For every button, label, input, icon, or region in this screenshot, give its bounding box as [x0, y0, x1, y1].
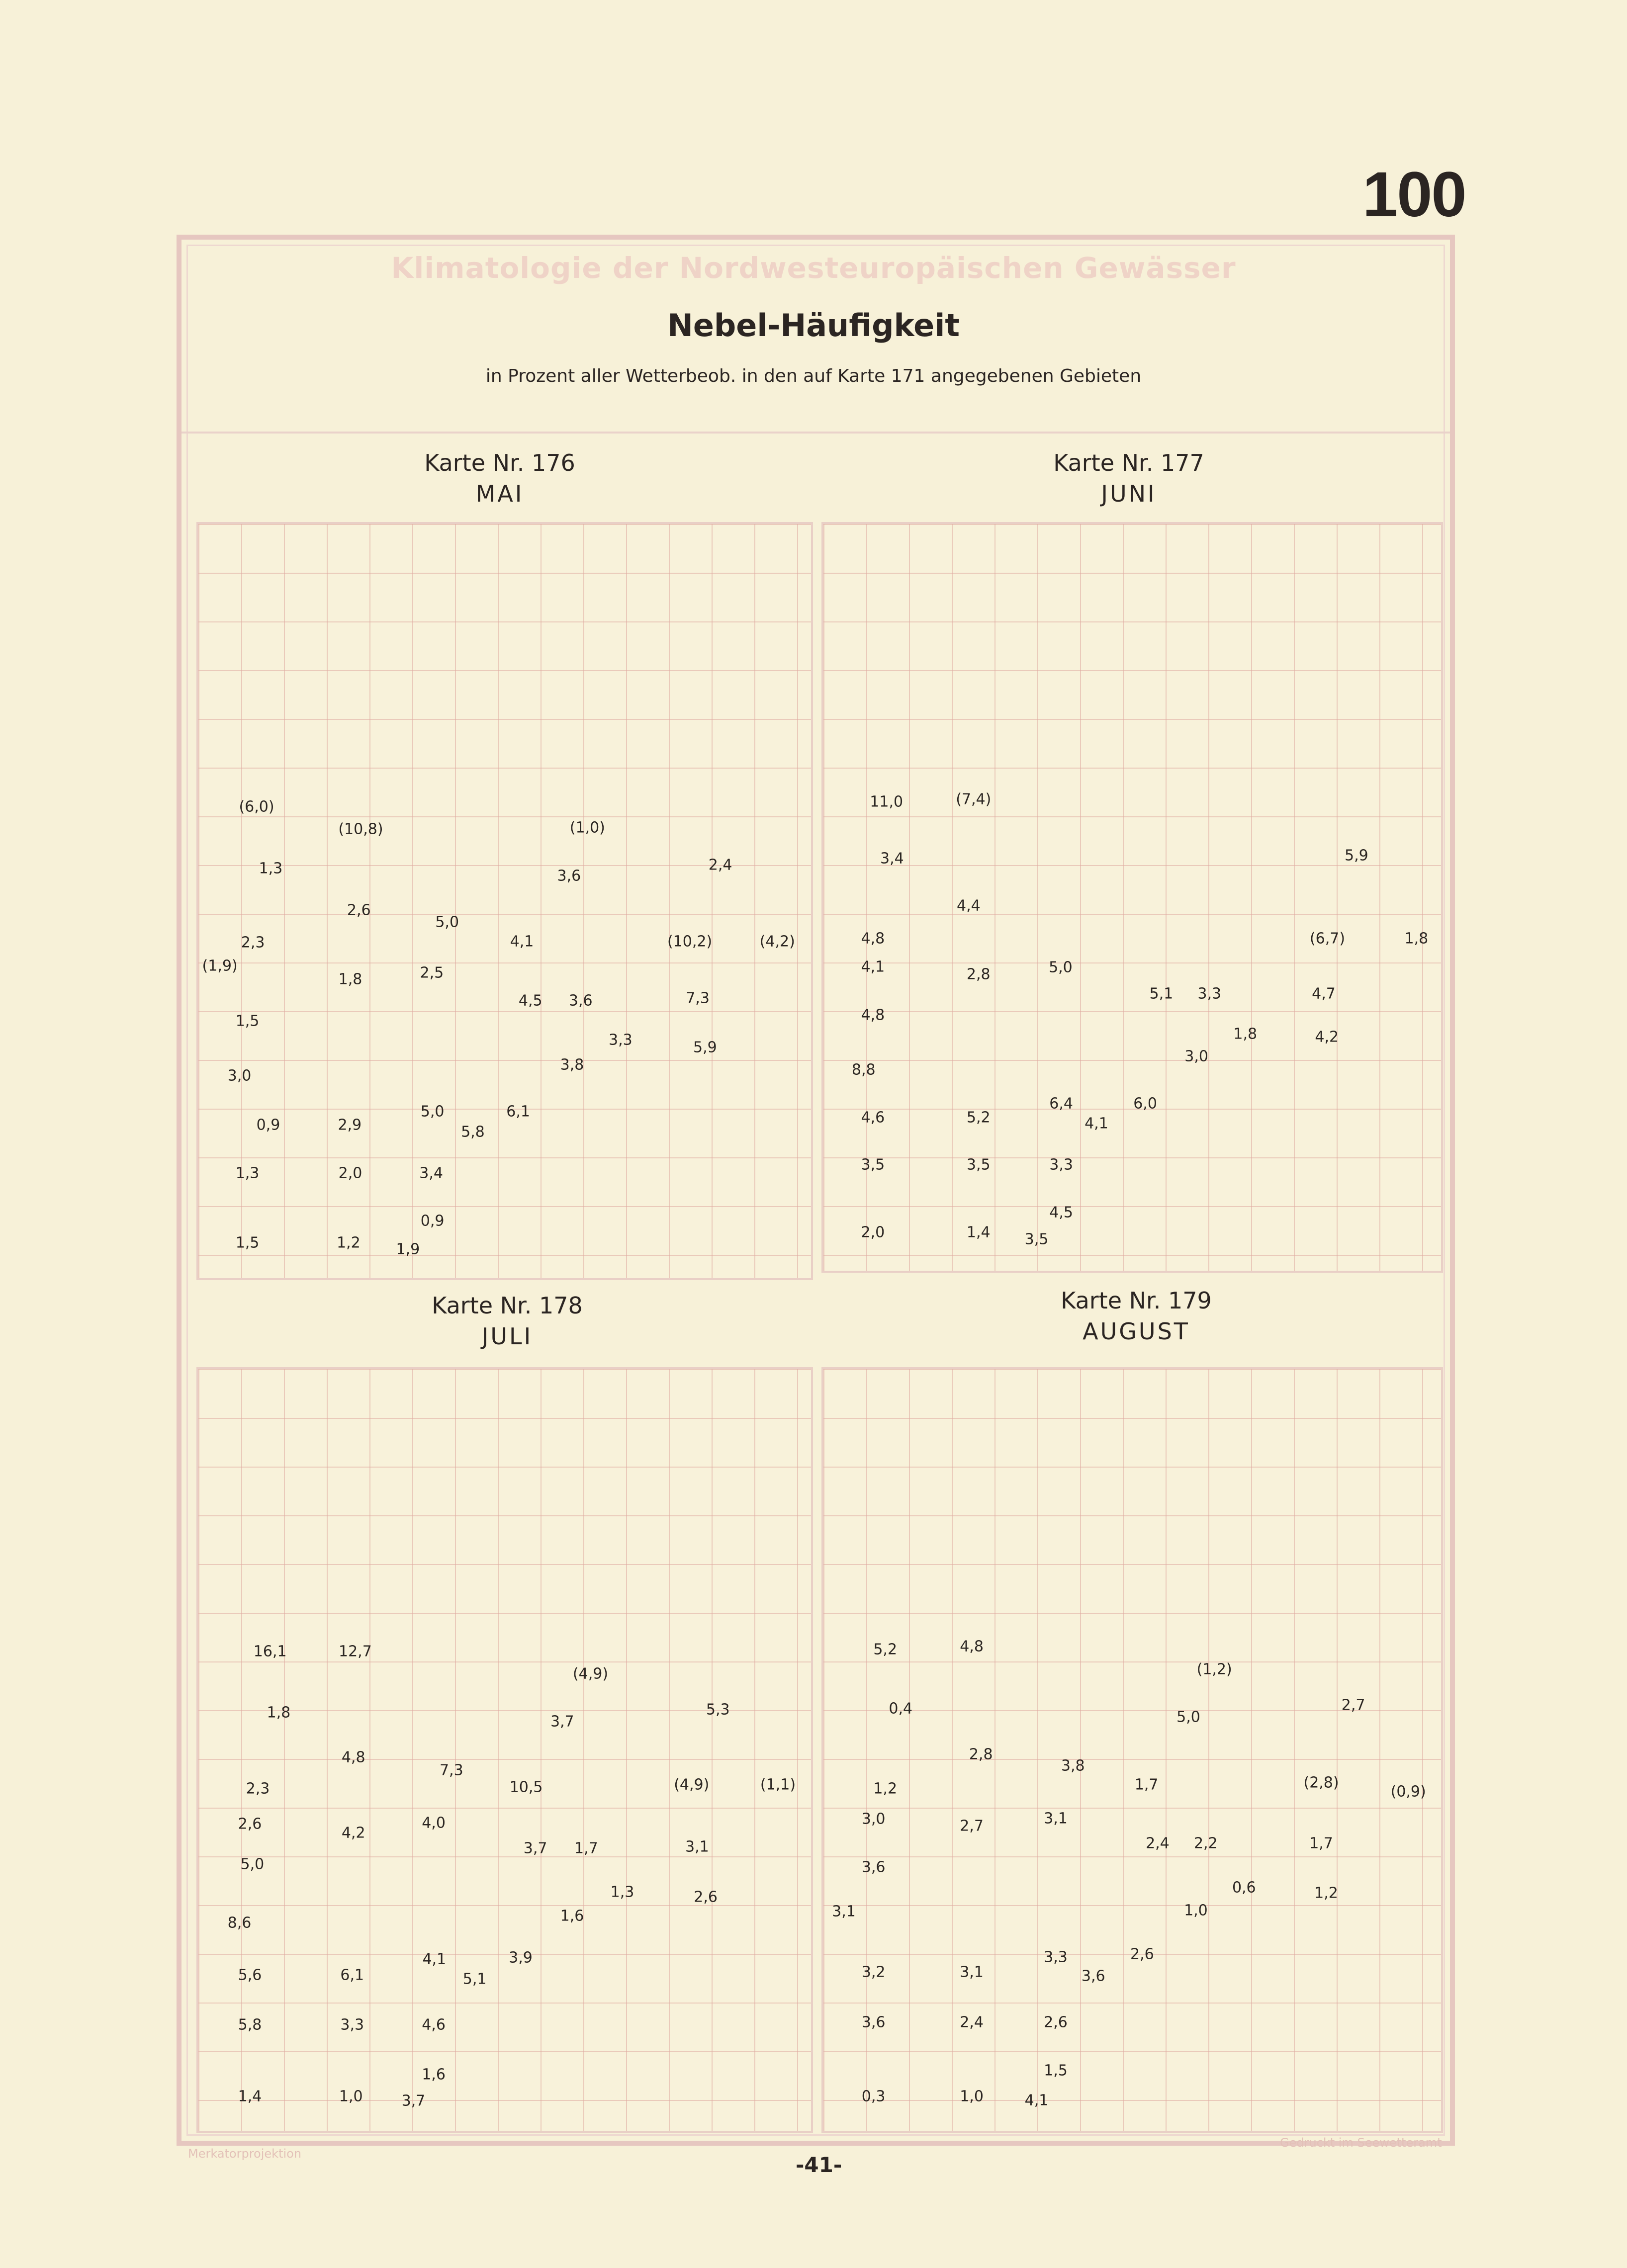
fog-value: 3,3	[1049, 1156, 1074, 1174]
fog-value: 2,4	[708, 856, 732, 874]
footer-page-number: -41-	[796, 2153, 842, 2177]
fog-value: 11,0	[870, 793, 904, 811]
fog-value: 0,4	[889, 1700, 913, 1718]
map-juli	[196, 1367, 813, 2133]
fog-value: 1,8	[1233, 1025, 1258, 1043]
fog-value: 3,1	[1044, 1810, 1068, 1828]
fog-value: 0,3	[861, 2088, 886, 2105]
fog-value: 3,7	[401, 2092, 426, 2110]
projection-note: Merkatorprojektion	[188, 2147, 302, 2161]
coastline	[1101, 655, 1383, 1016]
fog-value: 1,0	[960, 2088, 984, 2105]
fog-value: 4,1	[510, 933, 534, 951]
coastline	[362, 1887, 387, 1940]
fog-value: 4,5	[518, 992, 542, 1010]
fog-value: 1,5	[1044, 2062, 1068, 2080]
fog-value: 1,2	[1314, 1884, 1338, 1902]
coastline	[1256, 2055, 1317, 2131]
fog-value: 1,7	[1309, 1834, 1333, 1852]
fog-value: 2,6	[238, 1815, 262, 1833]
fog-value: 2,7	[1341, 1696, 1365, 1714]
plate-title: Nebel-Häufigkeit	[667, 307, 960, 344]
fog-value: 7,3	[686, 989, 710, 1007]
fog-value: 2,7	[960, 1817, 984, 1835]
fog-value: 3,3	[608, 1031, 633, 1049]
fog-value: 3,7	[523, 1839, 547, 1857]
fog-value: 5,6	[238, 1966, 262, 1984]
fog-value: 2,3	[241, 934, 265, 952]
coastline	[836, 1407, 899, 1585]
fog-value: 4,8	[341, 1748, 365, 1766]
fog-value: 5,0	[1049, 959, 1073, 976]
fog-value: 4,1	[1024, 2092, 1049, 2109]
fog-value: 3,8	[560, 1056, 584, 1074]
fog-value: 1,5	[235, 1234, 260, 1252]
fog-value: 4,1	[1085, 1115, 1108, 1133]
coastline	[988, 1887, 1013, 1940]
fog-value: 1,0	[339, 2088, 363, 2105]
map-label-juni	[955, 447, 1303, 509]
printer-note: Gedruckt im Seewetteramt	[1280, 2136, 1442, 2150]
fog-value: 3,1	[832, 1903, 856, 1920]
fog-value: 1,3	[235, 1164, 260, 1182]
fog-value: 3,2	[861, 1963, 886, 1981]
fog-value: 3,1	[685, 1838, 709, 1856]
fog-value: 4,6	[422, 2016, 446, 2034]
fog-value: 4,0	[422, 1814, 446, 1832]
coastline-layer	[823, 524, 1441, 1271]
fog-value: 1,2	[873, 1780, 898, 1798]
fog-value: 3,9	[509, 1949, 533, 1967]
coastline	[362, 1037, 387, 1090]
fog-value: 1,0	[1184, 1902, 1208, 1919]
header-divider	[181, 432, 1450, 434]
fog-value: 2,8	[966, 965, 991, 983]
fog-value: 1,9	[396, 1240, 420, 1258]
fog-value: (4,9)	[572, 1665, 609, 1683]
fog-value: 4,8	[861, 1006, 885, 1024]
coastline	[1071, 1069, 1441, 1240]
fog-value: 5,0	[240, 1855, 265, 1873]
fog-value: (4,2)	[759, 933, 795, 951]
fog-value: 5,8	[461, 1123, 485, 1141]
fog-value: (1,0)	[569, 819, 605, 837]
coastline	[1020, 1811, 1087, 1998]
fog-value: 2,8	[969, 1745, 993, 1763]
fog-value: (7,4)	[956, 790, 992, 808]
fog-value: 3,0	[861, 1810, 886, 1828]
fog-value: 5,1	[462, 1970, 487, 1988]
map-label-august	[962, 1285, 1310, 1347]
fog-value: 2,6	[694, 1888, 718, 1906]
karte-number: Karte Nr. 177	[1053, 449, 1204, 476]
fog-value: 3,0	[1184, 1047, 1209, 1065]
fog-value: 5,2	[873, 1641, 898, 1658]
fog-value: 2,6	[1130, 1945, 1154, 1963]
fog-value: (0,9)	[1390, 1783, 1426, 1801]
fog-value: 1,7	[1134, 1776, 1159, 1794]
karte-number: Karte Nr. 179	[1061, 1287, 1212, 1314]
month-label: MAI	[475, 480, 524, 508]
karte-number: Karte Nr. 178	[432, 1292, 583, 1319]
fog-value: (10,8)	[338, 820, 383, 838]
coastline	[1101, 1502, 1383, 1871]
fog-value: 4,2	[341, 1824, 365, 1842]
fog-value: 8,6	[227, 1914, 252, 1932]
fog-value: 5,2	[966, 1109, 991, 1127]
fog-value: 4,6	[861, 1109, 885, 1127]
fog-value: 2,3	[246, 1780, 270, 1798]
fog-value: 1,7	[574, 1839, 598, 1857]
fog-value: 1,6	[560, 1907, 584, 1925]
fog-value: 4,7	[1312, 985, 1336, 1003]
fog-value: 3,5	[966, 1156, 991, 1174]
coastline	[394, 1811, 459, 1998]
fog-value: 5,9	[1344, 847, 1368, 865]
coastline	[444, 1074, 811, 1248]
fog-value: 2,4	[960, 2013, 984, 2031]
fog-value: (6,0)	[239, 798, 274, 816]
fog-value: 7,3	[439, 1761, 463, 1779]
fog-value: 3,4	[419, 1164, 444, 1182]
coastline-layer	[198, 524, 811, 1278]
fog-value: 5,1	[1149, 985, 1174, 1003]
fog-value: 5,0	[435, 913, 459, 931]
fog-value: 5,8	[238, 2016, 262, 2034]
coastline	[836, 561, 899, 736]
map-label-juli	[333, 1290, 681, 1352]
fog-value: (4,9)	[674, 1776, 710, 1794]
fog-value: 16,1	[253, 1643, 287, 1660]
coastline	[444, 1925, 811, 2100]
fog-value: 6,1	[506, 1103, 530, 1121]
fog-value: (1,9)	[202, 957, 238, 975]
fog-value: 1,8	[267, 1704, 291, 1722]
series-title: Klimatologie der Nordwesteuropäischen Gewässer	[391, 251, 1236, 285]
fog-value: 3,7	[550, 1713, 574, 1731]
fog-value: 8,8	[851, 1061, 876, 1079]
fog-value: 4,5	[1049, 1204, 1074, 1221]
map-august	[821, 1367, 1443, 2133]
fog-value: 6,0	[1133, 1095, 1157, 1113]
fog-value: 3,3	[340, 2016, 364, 2034]
fog-value: 0,6	[1232, 1879, 1256, 1897]
fog-value: 3,8	[1061, 1757, 1085, 1775]
fog-value: 12,7	[338, 1643, 372, 1660]
fog-value: 6,1	[340, 1966, 364, 1984]
fog-value: 4,1	[861, 958, 885, 976]
fog-value: 2,4	[1146, 1834, 1170, 1852]
fog-value: 3,3	[1044, 1948, 1068, 1966]
coastline	[211, 1407, 273, 1585]
fog-value: 1,3	[610, 1883, 634, 1901]
fog-value: 1,8	[338, 970, 362, 988]
coastline	[1256, 1196, 1317, 1271]
fog-value: 2,0	[861, 1223, 885, 1241]
fog-value: (1,2)	[1196, 1660, 1232, 1678]
fog-value: 4,8	[861, 930, 885, 948]
fog-value: 1,6	[422, 2066, 446, 2084]
fog-value: 4,2	[1315, 1028, 1339, 1046]
fog-value: 4,4	[957, 897, 981, 915]
fog-value: 3,5	[1024, 1230, 1049, 1248]
coastline	[627, 2055, 688, 2131]
fog-value: 1,4	[238, 2088, 262, 2105]
map-juni	[821, 522, 1443, 1273]
map-label-mai	[326, 447, 674, 509]
coastline-layer	[823, 1369, 1441, 2131]
fog-value: 6,4	[1049, 1095, 1074, 1113]
coastline	[474, 656, 753, 1021]
month-label: JULI	[481, 1323, 533, 1350]
fog-value: 3,6	[568, 992, 593, 1010]
fog-value: 5,9	[693, 1039, 717, 1056]
coastline-layer	[198, 1369, 811, 2131]
fog-value: 3,6	[1081, 1967, 1105, 1985]
fog-value: (10,2)	[667, 933, 713, 951]
fog-value: (2,8)	[1303, 1774, 1339, 1792]
fog-value: 3,5	[861, 1156, 885, 1174]
fog-value: 2,9	[338, 1116, 362, 1134]
coastline	[211, 562, 273, 738]
fog-value: 0,9	[420, 1212, 445, 1230]
fog-value: 4,8	[960, 1638, 984, 1656]
fog-value: 2,0	[338, 1164, 362, 1182]
fog-value: 1,5	[235, 1012, 260, 1030]
fog-value: 3,6	[861, 1858, 886, 1876]
coastline	[627, 1203, 688, 1278]
month-label: AUGUST	[1083, 1318, 1190, 1345]
plate-subtitle: in Prozent aller Wetterbeob. in den auf Karte 171 angegebenen Gebieten	[485, 366, 1142, 386]
fog-value: 10,5	[509, 1778, 543, 1796]
month-label: JUNI	[1101, 480, 1157, 508]
coastline	[1020, 957, 1087, 1140]
fog-value: 1,3	[259, 860, 283, 877]
fog-value: 1,2	[336, 1234, 361, 1252]
fog-value: (1,1)	[760, 1776, 796, 1794]
coastline	[474, 1502, 753, 1871]
fog-value: 3,3	[1197, 985, 1222, 1003]
fog-value: 2,6	[347, 901, 371, 919]
fog-value: 5,3	[706, 1701, 730, 1719]
fog-value: 0,9	[256, 1116, 280, 1134]
fog-value: 3,6	[861, 2013, 886, 2031]
karte-number: Karte Nr. 176	[424, 449, 575, 476]
fog-value: 2,5	[420, 964, 444, 982]
fog-value: 3,6	[557, 867, 581, 885]
fog-value: 5,0	[420, 1103, 445, 1121]
fog-value: 2,2	[1193, 1834, 1218, 1852]
map-mai	[196, 522, 813, 1280]
fog-value: (6,7)	[1309, 930, 1346, 948]
fog-value: 1,4	[966, 1223, 991, 1241]
fog-value: 1,8	[1404, 930, 1429, 948]
fog-value: 4,1	[422, 1950, 447, 1968]
coastline	[1071, 1925, 1441, 2100]
fog-value: 2,6	[1044, 2013, 1068, 2031]
fog-value: 3,0	[227, 1067, 252, 1085]
fog-value: 3,1	[960, 1963, 984, 1981]
coastline	[988, 1032, 1013, 1084]
coastline	[956, 1648, 1049, 1712]
fog-value: 3,4	[880, 850, 904, 868]
page-number: 100	[1362, 159, 1466, 230]
fog-value: 5,0	[1176, 1708, 1200, 1726]
